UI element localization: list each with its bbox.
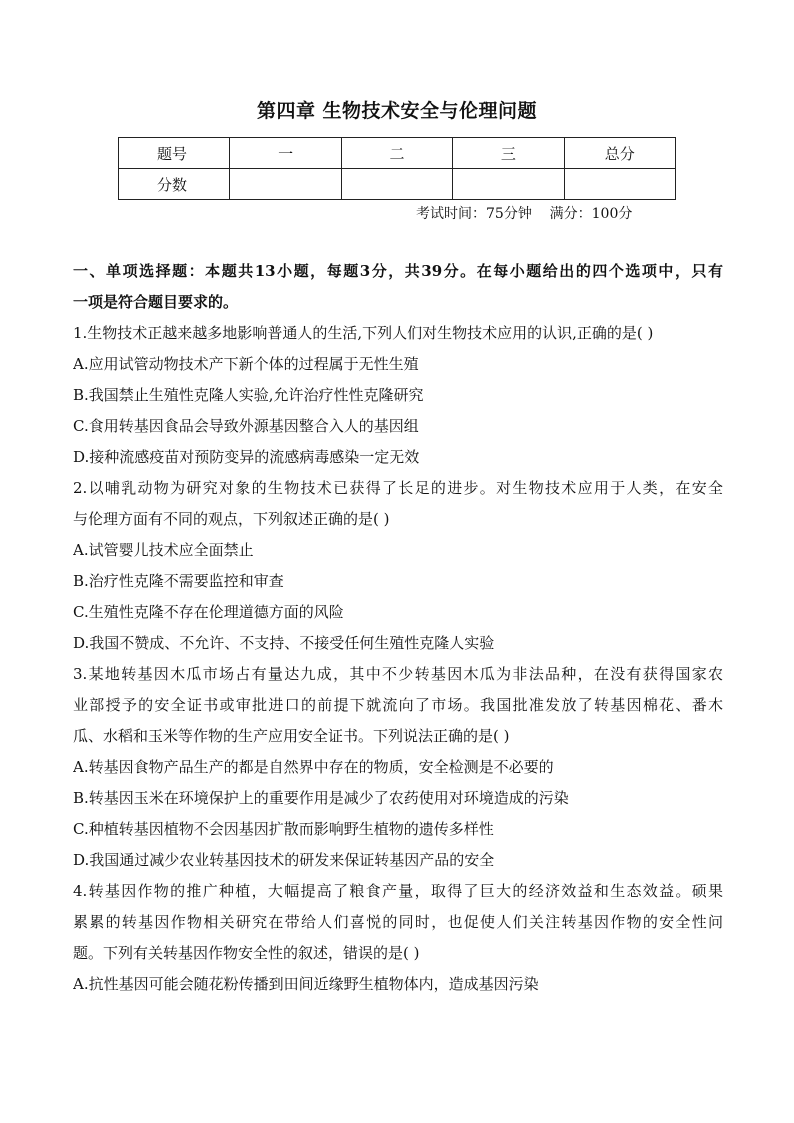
score-table-header-row — [119, 138, 676, 169]
exam-info — [416, 203, 632, 223]
question-stem: 2.以哺乳动物为研究对象的生物技术已获得了长足的进步。对生物技术应用于人类，在安全 — [73, 479, 723, 497]
question-option: B.转基因玉米在环境保护上的重要作用是减少了农药使用对环境造成的污染 — [73, 789, 569, 807]
question-option: B.治疗性克隆不需要监控和审查 — [73, 572, 284, 590]
score-row-label: 分数 — [119, 169, 230, 200]
score-table-header-cell: 总分 — [564, 138, 675, 169]
score-table-header-cell: 一 — [230, 138, 341, 169]
question-option: A.抗性基因可能会随花粉传播到田间近缘野生植物体内，造成基因污染 — [73, 975, 539, 993]
score-table — [118, 137, 676, 200]
score-table-score-row — [119, 169, 676, 200]
score-cell-section-3 — [453, 169, 564, 200]
question-option: D.接种流感疫苗对预防变异的流感病毒感染一定无效 — [73, 448, 420, 466]
exam-full-score: 满分：100分 — [549, 206, 633, 222]
question-option: D.我国通过减少农业转基因技术的研发来保证转基因产品的安全 — [73, 851, 495, 869]
exam-time: 考试时间：75分钟 — [416, 206, 532, 222]
page-title: 第四章 生物技术安全与伦理问题 — [256, 100, 538, 122]
question-stem: 4.转基因作物的推广种植，大幅提高了粮食产量，取得了巨大的经济效益和生态效益。硕果 — [73, 882, 723, 900]
question-3 — [73, 659, 723, 876]
score-table-header-cell: 二 — [341, 138, 452, 169]
question-option: C.种植转基因植物不会因基因扩散而影响野生植物的遗传多样性 — [73, 820, 494, 838]
question-option: A.转基因食物产品生产的都是自然界中存在的物质，安全检测是不必要的 — [73, 758, 554, 776]
score-cell-section-2 — [341, 169, 452, 200]
question-stem: 与伦理方面有不同的观点，下列叙述正确的是( ) — [73, 510, 390, 528]
question-4 — [73, 876, 723, 1000]
question-stem: 题。下列有关转基因作物安全性的叙述，错误的是( ) — [73, 944, 420, 962]
score-cell-section-1 — [230, 169, 341, 200]
score-table-header-cell: 题号 — [119, 138, 230, 169]
question-2 — [73, 473, 723, 659]
question-option: C.生殖性克隆不存在伦理道德方面的风险 — [73, 603, 344, 621]
question-1 — [73, 318, 723, 473]
question-option: D.我国不赞成、不允许、不支持、不接受任何生殖性克隆人实验 — [73, 634, 495, 652]
question-stem: 瓜、水稻和玉米等作物的生产应用安全证书。下列说法正确的是( ) — [73, 727, 510, 745]
question-option: A.应用试管动物技术产下新个体的过程属于无性生殖 — [73, 355, 419, 373]
question-stem: 业部授予的安全证书或审批进口的前提下就流向了市场。我国批准发放了转基因棉花、番木 — [73, 696, 723, 714]
question-option: A.试管婴儿技术应全面禁止 — [73, 541, 254, 559]
question-stem: 3.某地转基因木瓜市场占有量达九成，其中不少转基因木瓜为非法品种，在没有获得国家农 — [73, 665, 723, 683]
question-option: B.我国禁止生殖性克隆人实验,允许治疗性性克隆研究 — [73, 386, 424, 404]
question-content — [73, 256, 723, 1000]
score-cell-total — [564, 169, 675, 200]
question-option: C.食用转基因食品会导致外源基因整合入人的基因组 — [73, 417, 419, 435]
question-stem: 1.生物技术正越来越多地影响普通人的生活,下列人们对生物技术应用的认识,正确的是( ) — [73, 324, 654, 342]
question-stem: 累累的转基因作物相关研究在带给人们喜悦的同时，也促使人们关注转基因作物的安全性问 — [73, 913, 723, 931]
section-heading-line: 一项是符合题目要求的。 — [73, 293, 239, 311]
section-heading-line: 一、单项选择题：本题共13小题，每题3分，共39分。在每小题给出的四个选项中，只有 — [73, 262, 723, 280]
score-table-header-cell: 三 — [453, 138, 564, 169]
